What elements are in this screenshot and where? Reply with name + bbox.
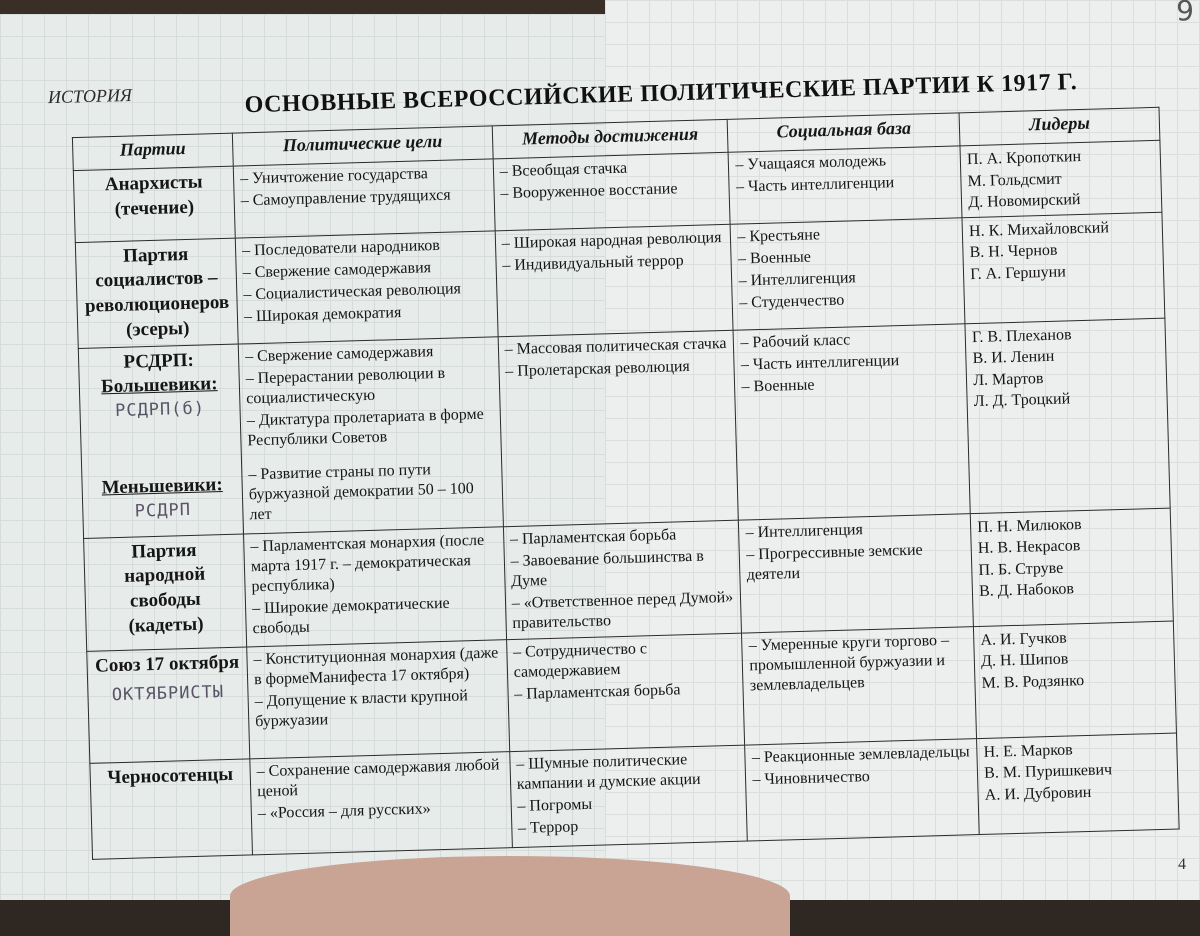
party-name: РСДРП: (85, 347, 233, 376)
party-name: Союз 17 октября (93, 650, 241, 679)
base-item: – Часть интеллигенции (736, 172, 955, 198)
goals-cell (244, 526, 507, 646)
corner-page-number: 9 (1176, 0, 1194, 27)
goal-item: – Конституционная монархия (даже в формеМанифеста 17 октября) (253, 643, 501, 690)
methods-cell (503, 520, 742, 640)
base-item: – Интеллигенция (738, 265, 957, 291)
goals-cell (235, 231, 498, 344)
method-item: – Вооруженное восстание (500, 178, 723, 204)
method-item: – Парламентская борьба (514, 678, 737, 704)
method-item: – Индивидуальный террор (502, 250, 725, 276)
goals-cell (233, 159, 495, 238)
base-item: – Крестьяне (737, 221, 956, 247)
leaders-cell (962, 212, 1165, 323)
method-item: – «Ответственное перед Думой» правительство (511, 587, 735, 633)
column-header-leaders: Лидеры (959, 107, 1160, 146)
goals-cell (247, 639, 510, 758)
leader-name: Г. В. Плеханов (972, 321, 1159, 348)
base-item: – Чиновничество (752, 764, 971, 790)
base-item: – Студенчество (739, 287, 958, 313)
method-item: – Погромы (517, 790, 740, 816)
printed-sheet (40, 38, 1192, 869)
method-item: – Массовая политическая стачка (504, 333, 727, 359)
goal-item: – Допущение к власти крупной буржуазии (254, 685, 502, 732)
base-cell (730, 218, 965, 330)
method-item: – Пролетарская революция (505, 355, 728, 381)
base-cell (739, 513, 974, 632)
leader-name: В. М. Пуришкевич (984, 758, 1171, 785)
parties-table (72, 107, 1180, 860)
goals-cell (250, 751, 512, 854)
methods-cell (509, 745, 747, 848)
leader-name: А. И. Дубровин (984, 779, 1171, 806)
leader-name: М. Гольдсмит (967, 166, 1154, 193)
leader-name: Н. К. Михайловский (969, 216, 1156, 243)
leader-name: В. Д. Набоков (979, 576, 1166, 603)
leaders-cell (970, 508, 1173, 627)
leaders-cell (977, 733, 1179, 835)
goal-item: – Самоуправление трудящихся (240, 185, 487, 212)
table-title: ОСНОВНЫЕ ВСЕРОССИЙСКИЕ ПОЛИТИЧЕСКИЕ ПАРТИИ К 1917 Г. (181, 67, 1141, 121)
leader-name: Г. А. Гершуни (970, 259, 1157, 286)
base-item: – Прогрессивные земские деятели (746, 539, 966, 585)
leader-name: Л. Д. Троцкий (973, 386, 1160, 413)
leader-name: А. И. Гучков (980, 624, 1167, 651)
leader-name: В. И. Ленин (972, 343, 1159, 370)
method-item: – Террор (518, 812, 741, 838)
base-item: – Учащаяся молодежь (735, 150, 954, 176)
base-cell (745, 738, 979, 840)
party-name: Анархисты (течение) (73, 166, 235, 242)
leader-name: В. Н. Чернов (969, 237, 1156, 264)
leader-name: П. А. Кропоткин (967, 144, 1154, 171)
base-item: – Умеренные круги торгово – промышленной буржуазии и землевладельцев (749, 630, 969, 696)
party-name: Партия социалистов – революционеров (эсеры) (75, 238, 238, 348)
column-header-parties: Партии (72, 133, 233, 170)
column-header-base: Социальная база (728, 113, 961, 152)
goals-cell (238, 336, 503, 533)
octobrists-handwritten-note: ОКТЯБРИСТЫ (94, 681, 242, 707)
finger-holding-page (230, 856, 790, 936)
goal-item: – Широкая демократия (244, 300, 491, 327)
goal-item: – Сохранение самодержавия любой ценой (256, 755, 504, 802)
methods-cell (506, 633, 745, 752)
mensheviks-label: Меньшевики: (88, 473, 236, 502)
method-item: – Шумные политические кампании и думские акции (516, 748, 740, 794)
goal-item: – «Россия – для русских» (258, 797, 505, 824)
method-item: – Всеобщая стачка (499, 156, 722, 182)
goal-item: – Широкие демократические свободы (252, 592, 500, 639)
methods-cell (495, 224, 734, 336)
bolsheviks-handwritten-note: РСДРП(б) (86, 397, 234, 423)
leader-name: Н. В. Некрасов (978, 533, 1165, 560)
page-number: 4 (1178, 856, 1186, 874)
base-item: – Интеллигенция (745, 517, 964, 543)
column-header-methods: Методы достижения (492, 119, 729, 159)
method-item: – Сотрудничество с самодержавием (513, 636, 737, 682)
base-item: – Военные (741, 371, 960, 397)
base-cell (728, 146, 962, 224)
party-name: Черносотенцы (90, 758, 253, 858)
base-item: – Часть интеллигенции (741, 349, 960, 375)
goal-item: – Социалистическая революция (243, 278, 490, 305)
base-cell (742, 626, 977, 744)
leader-name: Д. Новомирский (968, 187, 1155, 214)
base-item: – Военные (738, 243, 957, 269)
leaders-cell (965, 318, 1170, 514)
leader-name: Д. Н. Шипов (981, 646, 1168, 673)
goal-item: – Свержение самодержавия (245, 340, 492, 367)
subject-label: ИСТОРИЯ (48, 85, 132, 108)
leader-name: Н. Е. Марков (983, 736, 1170, 763)
goal-item: – Свержение самодержавия (242, 256, 489, 283)
leader-name: П. Н. Милюков (977, 511, 1164, 538)
goal-item: – Парламентская монархия (после марта 1917 г. – демократическая республика) (250, 530, 498, 597)
party-name-cell (87, 646, 250, 762)
leaders-cell (974, 621, 1177, 739)
leaders-cell (960, 140, 1162, 217)
base-item: – Рабочий класс (740, 327, 959, 353)
methods-cell (498, 330, 739, 527)
goal-item: – Перерастании революции в социалистическую (245, 362, 493, 409)
method-item: – Широкая народная революция (501, 228, 724, 254)
table-row (78, 318, 1170, 538)
base-cell (733, 323, 970, 519)
methods-cell (493, 152, 731, 230)
method-item: – Парламентская борьба (510, 523, 733, 549)
leader-name: Л. Мартов (973, 365, 1160, 392)
goal-item: – Уничтожение государства (240, 163, 487, 190)
base-item: – Реакционные землевладельцы (752, 742, 971, 768)
leader-name: М. В. Родзянко (981, 667, 1168, 694)
goal-item-mensheviks: – Развитие страны по пути буржуазной демократии 50 – 100 лет (248, 458, 496, 525)
leader-name: П. Б. Струве (978, 554, 1165, 581)
party-name-cell (78, 344, 243, 538)
method-item: – Завоевание большинства в Думе (510, 545, 734, 591)
goal-item: – Последователи народников (242, 234, 489, 261)
bolsheviks-label: Большевики: (86, 372, 234, 401)
goal-item: – Диктатура пролетариата в форме Республики Советов (247, 404, 495, 451)
column-header-goals: Политические цели (232, 126, 493, 166)
mensheviks-handwritten-note: РСДРП (89, 497, 237, 523)
party-name: Партия народной свободы (кадеты) (84, 534, 247, 651)
